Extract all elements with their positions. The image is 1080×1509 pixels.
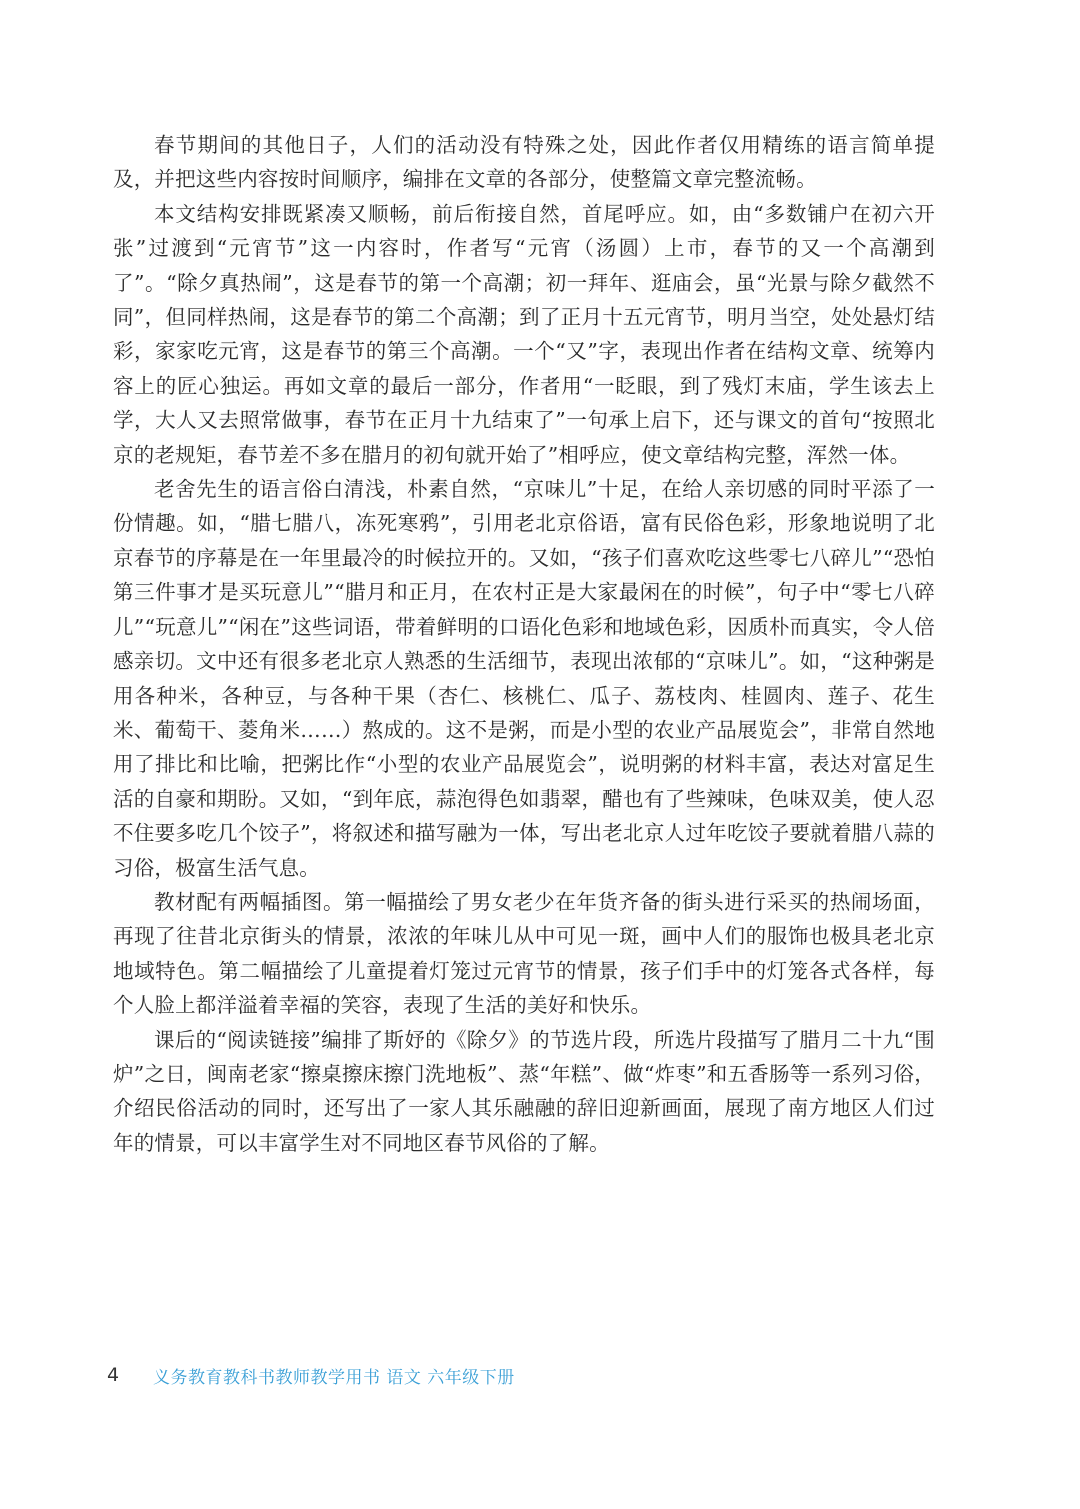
paragraph-2: 本文结构安排既紧凑又顺畅，前后衔接自然，首尾呼应。如，由“多数铺户在初六开张”过渡到“元宵节”这一内容时，作者写“元宵（汤圆）上市，春节的又一个高潮到了”。“除夕真热闹”，这是春节的第一个高潮；初一拜年、逛庙会，虽“光景与除夕截然不同”，但同样热闹，这是春节的第二个高潮；到了正月十五元宵节，明月当空，处处悬灯结彩，家家吃元宵，这是春节的第三个高潮。一个“又”字，表现出作者在结构文章、统筹内容上的匠心独运。再如文章的最后一部分，作者用“一眨眼，到了残灯末庙，学生该去上学，大人又去照常做事，春节在正月十九结束了”一句承上启下，还与课文的首句“按照北京的老规矩，春节差不多在腊月的初旬就开始了”相呼应，使文章结构完整，浑然一体。 [113, 201, 935, 467]
book-title: 义务教育教科书教师教学用书 语文 六年级下册 [153, 1367, 515, 1388]
paragraph-1: 春节期间的其他日子，人们的活动没有特殊之处，因此作者仅用精练的语言简单提及，并把这些内容按时间顺序，编排在文章的各部分，使整篇文章完整流畅。 [113, 133, 935, 192]
paragraph-4: 教材配有两幅插图。第一幅描绘了男女老少在年货齐备的街头进行采买的热闹场面，再现了往昔北京街头的情景，浓浓的年味儿从中可见一斑，画中人们的服饰也极具老北京地域特色。第二幅描绘了儿童提着灯笼过元宵节的情景，孩子们手中的灯笼各式各样，每个人脸上都洋溢着幸福的笑容，表现了生活的美好和快乐。 [113, 889, 935, 1018]
page-body [113, 128, 935, 1160]
paragraph-5: 课后的“阅读链接”编排了斯妤的《除夕》的节选片段，所选片段描写了腊月二十九“围炉”之日，闽南老家“擦桌擦床擦门洗地板”、蒸“年糕”、做“炸枣”和五香肠等一系列习俗，介绍民俗活动的同时，还写出了一家人其乐融融的辞旧迎新画面，展现了南方地区人们过年的情景，可以丰富学生对不同地区春节风俗的了解。 [113, 1027, 935, 1155]
paragraph-3: 老舍先生的语言俗白清浅，朴素自然，“京味儿”十足，在给人亲切感的同时平添了一份情趣。如，“腊七腊八，冻死寒鸦”，引用老北京俗语，富有民俗色彩，形象地说明了北京春节的序幕是在一年里最冷的时候拉开的。又如，“孩子们喜欢吃这些零七八碎儿”“恐怕第三件事才是买玩意儿”“腊月和正月，在农村正是大家最闲在的时候”，句子中“零七八碎儿”“玩意儿”“闲在”这些词语，带着鲜明的口语化色彩和地域色彩，因质朴而真实，令人倍感亲切。文中还有很多老北京人熟悉的生活细节，表现出浓郁的“京味儿”。如，“这种粥是用各种米，各种豆，与各种干果（杏仁、核桃仁、瓜子、荔枝肉、桂圆肉、莲子、花生米、葡萄干、菱角米……）熬成的。这不是粥，而是小型的农业产品展览会”，非常自然地用了排比和比喻，把粥比作“小型的农业产品展览会”，说明粥的材料丰富，表达对富足生活的自豪和期盼。又如，“到年底，蒜泡得色如翡翠，醋也有了些辣味，色味双美，使人忍不住要多吃几个饺子”，将叙述和描写融为一体，写出老北京人过年吃饺子要就着腊八蒜的习俗，极富生活气息。 [113, 477, 935, 880]
page-footer [107, 1360, 515, 1390]
page-number: 4 [107, 1364, 120, 1386]
